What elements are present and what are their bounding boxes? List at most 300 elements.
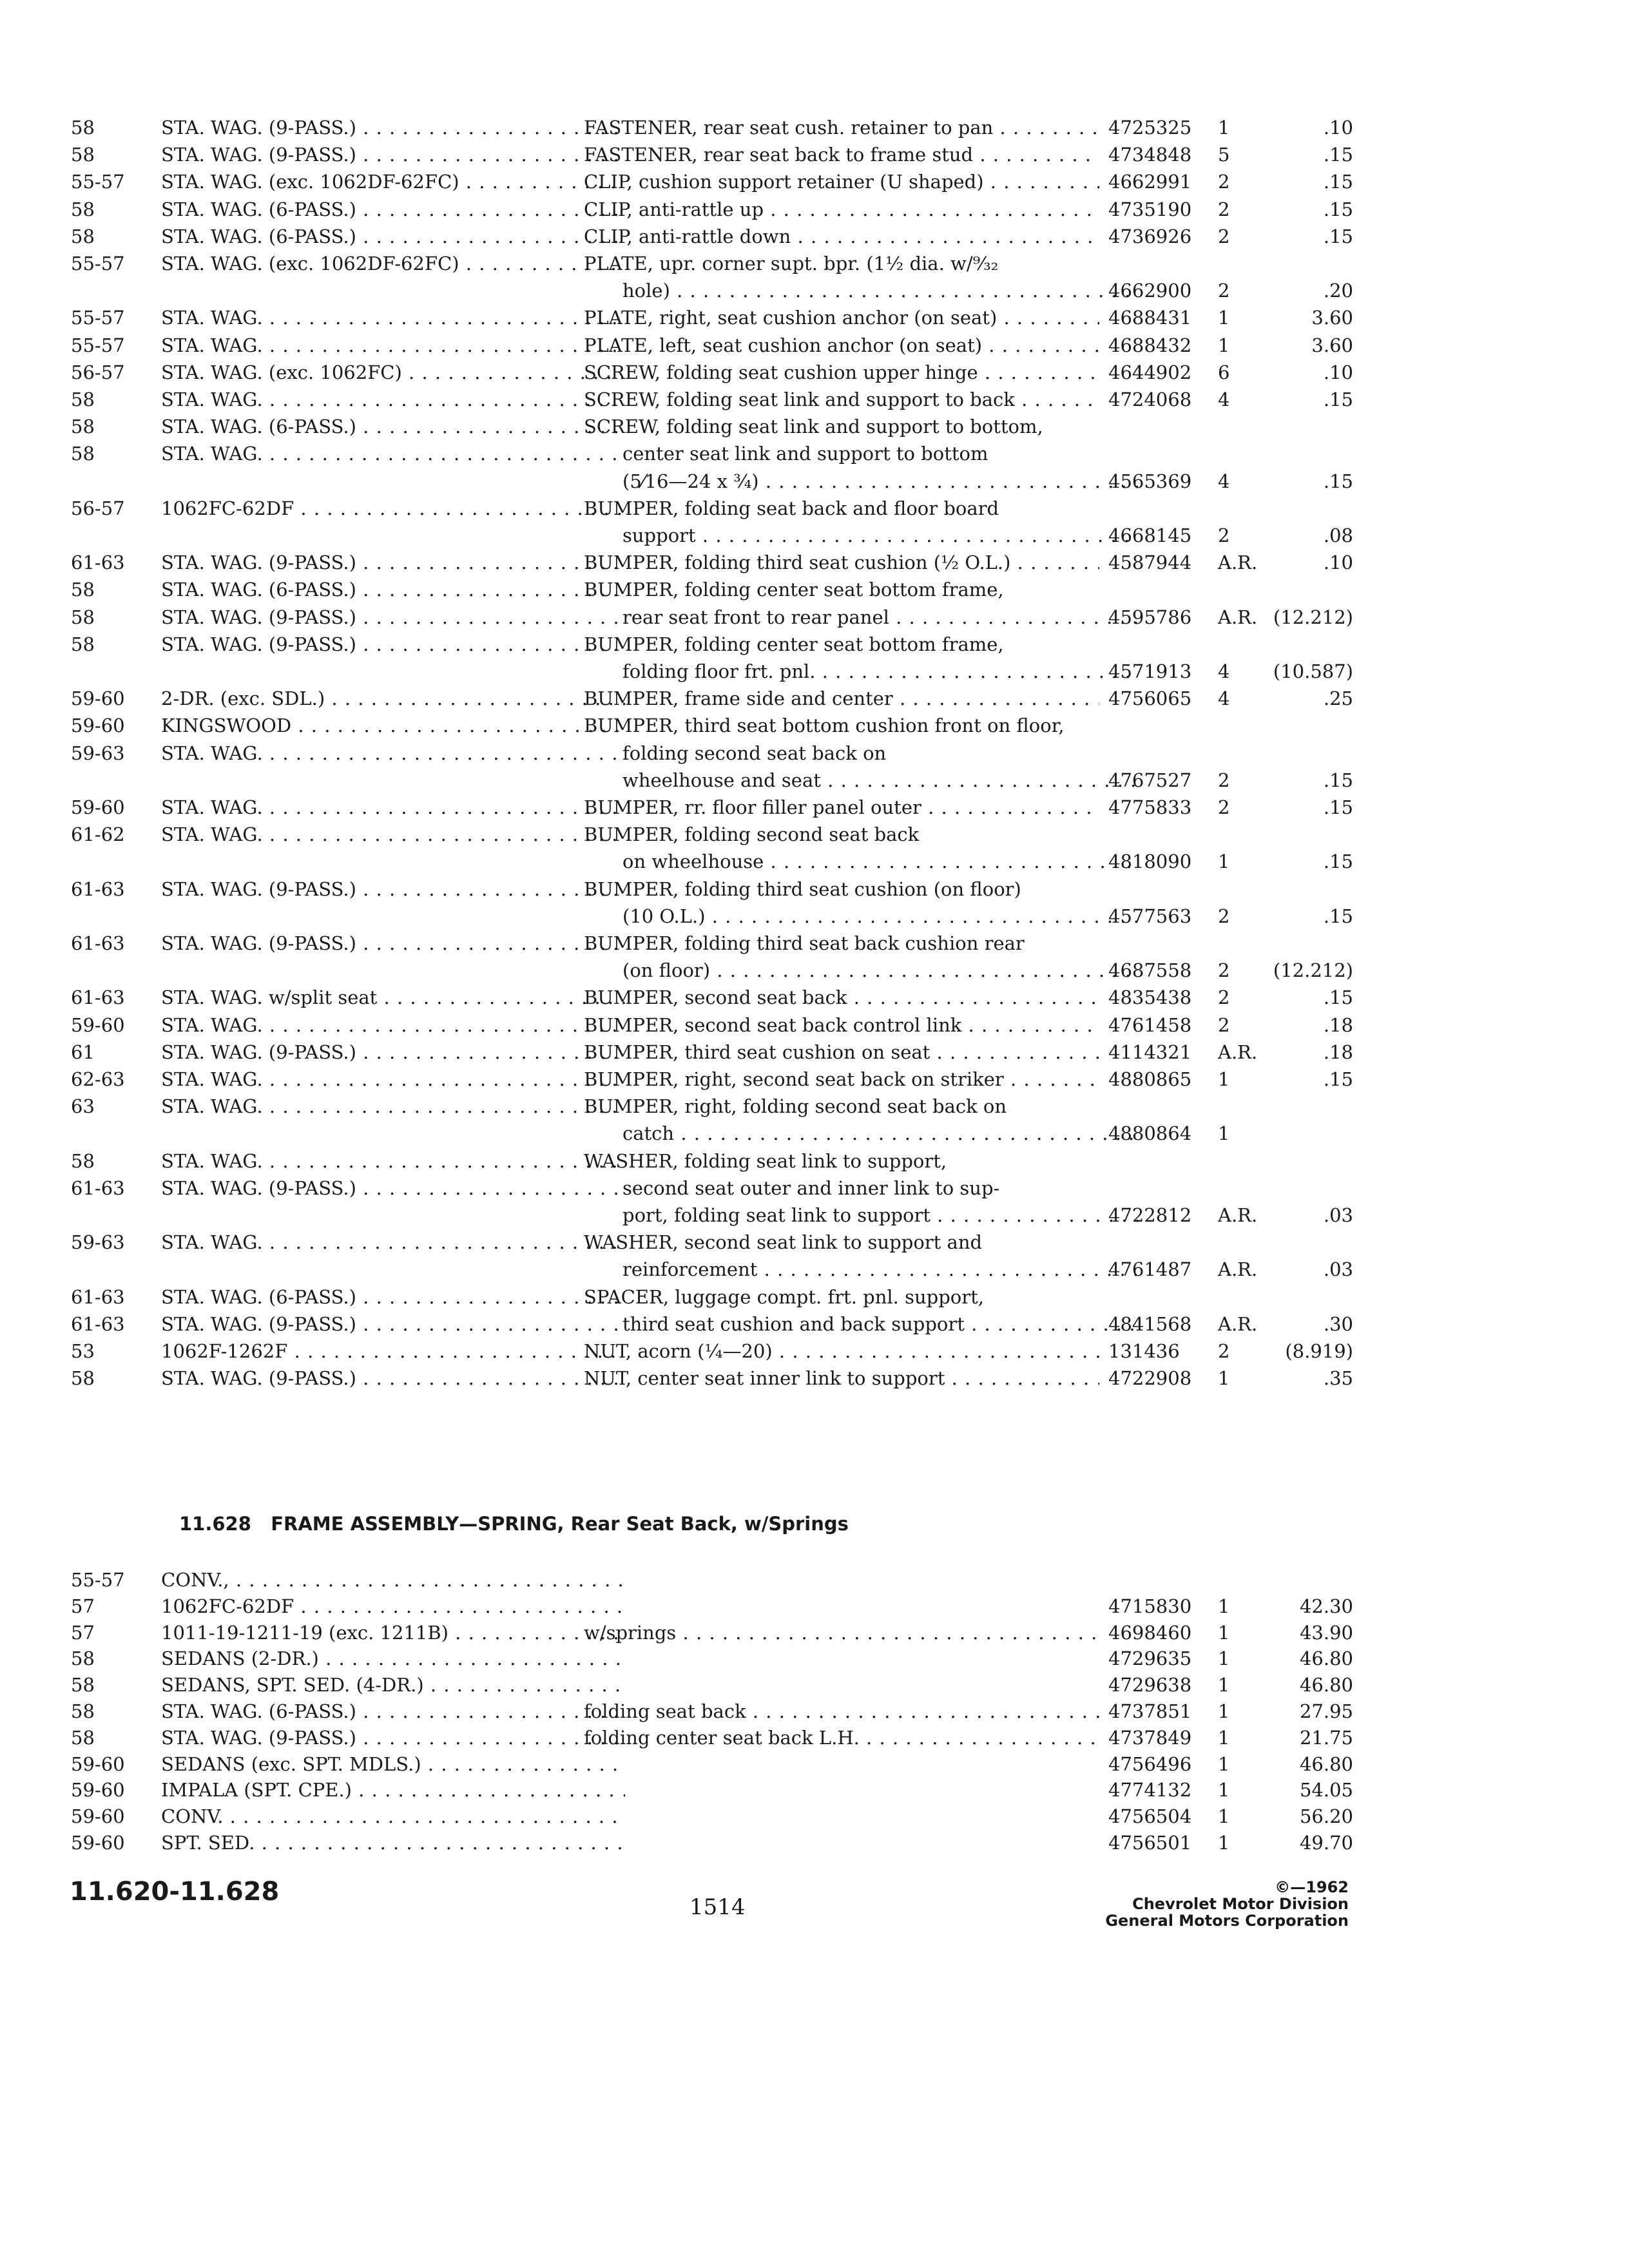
part-number-cell: 4662900	[1108, 280, 1192, 302]
year-cell: 59-60	[71, 1753, 125, 1775]
description-cell: BUMPER, third seat bottom cushion front on floor,	[584, 715, 1065, 737]
table-row	[71, 1830, 1353, 1856]
year-cell: 59-60	[71, 1832, 125, 1854]
table-row	[71, 1567, 1282, 1593]
quantity-cell: 4	[1218, 687, 1230, 710]
table-row	[71, 115, 1353, 140]
part-number-cell: 4662991	[1108, 171, 1192, 193]
table-row	[71, 224, 1353, 249]
price-cell: .30	[1323, 1312, 1353, 1335]
price-cell: 27.95	[1299, 1700, 1353, 1722]
model-cell: SEDANS (exc. SPT. MDLS.) . . .	[161, 1751, 625, 1777]
description-cell: PLATE, left, seat cushion anchor (on seat) . . .	[584, 332, 1099, 358]
quantity-cell: A.R.	[1218, 1258, 1258, 1281]
description-cell: BUMPER, folding third seat cushion (on floor)	[584, 878, 1021, 900]
model-cell: SEDANS, SPT. SED. (4-DR.) . . .	[161, 1672, 625, 1698]
part-number-cell: 4734848	[1108, 144, 1192, 166]
model-cell: STA. WAG. (9-PASS.) . . .	[161, 876, 625, 902]
price-cell: 3.60	[1311, 307, 1353, 329]
model-cell: 1062FC-62DF . . .	[161, 1593, 625, 1619]
table-row	[71, 1672, 1353, 1698]
description-cell: folding floor frt. pnl. . . .	[584, 658, 1138, 684]
model-cell: STA. WAG. (6-PASS.) . . .	[161, 414, 625, 439]
model-cell: STA. WAG. (exc. 1062FC) . . .	[161, 360, 625, 385]
quantity-cell: 5	[1218, 144, 1230, 166]
price-cell: .25	[1323, 687, 1353, 710]
year-cell: 58	[71, 1648, 95, 1670]
description-cell: wheelhouse and seat . . .	[584, 767, 1138, 793]
section-range: 11.620-11.628	[70, 1877, 280, 1907]
model-cell: IMPALA (SPT. CPE.) . . .	[161, 1777, 625, 1803]
description-cell: FASTENER, rear seat cush. retainer to pan . . .	[584, 115, 1099, 140]
table-row	[71, 1229, 1282, 1255]
part-number-cell: 131436	[1108, 1340, 1180, 1362]
part-number-cell: 4722908	[1108, 1367, 1192, 1390]
year-cell: 58	[71, 1700, 95, 1722]
table-row	[71, 1646, 1353, 1671]
part-number-cell: 4715830	[1108, 1595, 1192, 1617]
table-row	[71, 1620, 1353, 1646]
year-cell: 57	[71, 1621, 95, 1644]
year-cell: 58	[71, 117, 95, 139]
year-cell: 56-57	[71, 361, 125, 383]
price-cell: .20	[1323, 280, 1353, 302]
year-cell: 55-57	[71, 307, 125, 329]
model-cell: STA. WAG. . . .	[161, 740, 625, 766]
quantity-cell: A.R.	[1218, 1204, 1258, 1226]
description-cell: folding seat back . . .	[584, 1698, 1099, 1724]
quantity-cell: 1	[1218, 307, 1230, 329]
year-cell: 58	[71, 1367, 95, 1390]
description-cell: NUT, center seat inner link to support . . .	[584, 1365, 1099, 1391]
price-cell: .15	[1323, 225, 1353, 247]
table-row	[71, 1698, 1353, 1724]
model-cell: STA. WAG. (6-PASS.) . . .	[161, 577, 625, 602]
price-cell: 46.80	[1299, 1674, 1353, 1696]
part-number-cell: 4688431	[1108, 307, 1192, 329]
table-row	[71, 740, 1282, 766]
model-cell: STA. WAG. (exc. 1062DF-62FC) . . .	[161, 169, 625, 195]
quantity-cell: 1	[1218, 1726, 1230, 1749]
model-cell: STA. WAG. (6-PASS.) . . .	[161, 197, 625, 222]
table-row	[71, 142, 1353, 168]
quantity-cell: 1	[1218, 1367, 1230, 1390]
model-cell: STA. WAG. . . .	[161, 1066, 625, 1092]
part-number-cell: 4729635	[1108, 1648, 1192, 1670]
model-cell: STA. WAG. (9-PASS.) . . .	[161, 930, 625, 956]
price-cell: .10	[1323, 361, 1353, 383]
year-cell: 58	[71, 633, 95, 655]
copyright: ©—1962	[1275, 1878, 1349, 1896]
price-cell: .15	[1323, 850, 1353, 873]
year-cell: 61-63	[71, 552, 125, 574]
section-heading	[179, 1513, 849, 1535]
quantity-cell: 1	[1218, 1779, 1230, 1802]
model-cell: STA. WAG. . . .	[161, 1012, 625, 1038]
description-cell: SCREW, folding seat link and support to back . . .	[584, 387, 1099, 412]
table-row	[71, 1093, 1282, 1119]
quantity-cell: 2	[1218, 225, 1230, 247]
model-cell: SEDANS (2-DR.) . . .	[161, 1646, 625, 1671]
table-row	[71, 550, 1353, 575]
description-cell: hole) . . .	[584, 278, 1138, 303]
year-cell: 58	[71, 1726, 95, 1749]
table-row	[71, 822, 1282, 847]
part-number-cell: 4688432	[1108, 334, 1192, 356]
table-row	[71, 495, 1282, 521]
page-number: 1514	[689, 1894, 746, 1920]
price-cell: 46.80	[1299, 1753, 1353, 1775]
part-number-cell: 4565369	[1108, 470, 1192, 492]
model-cell: CONV., . . .	[161, 1567, 625, 1593]
description-cell: BUMPER, right, second seat back on striker . . .	[584, 1066, 1099, 1092]
year-cell: 55-57	[71, 1569, 125, 1591]
model-cell: 2-DR. (exc. SDL.) . . .	[161, 686, 625, 711]
table-row	[71, 387, 1353, 412]
table-row	[71, 713, 1282, 738]
model-cell: STA. WAG. (9-PASS.) . . .	[161, 1039, 625, 1065]
price-cell: 21.75	[1299, 1726, 1353, 1749]
quantity-cell: 2	[1218, 769, 1230, 791]
quantity-cell: 2	[1218, 171, 1230, 193]
description-cell: (on floor) . . .	[584, 957, 1138, 983]
quantity-cell: 4	[1218, 660, 1230, 682]
year-cell: 59-60	[71, 687, 125, 710]
price-cell: (12.212)	[1273, 959, 1353, 982]
price-cell: .03	[1323, 1258, 1353, 1281]
table-row	[71, 197, 1353, 222]
year-cell: 59-60	[71, 1779, 125, 1802]
year-cell: 59-60	[71, 1014, 125, 1036]
year-cell: 61-63	[71, 932, 125, 954]
part-number-cell: 4841568	[1108, 1312, 1192, 1335]
table-row	[71, 1593, 1353, 1619]
quantity-cell: 2	[1218, 524, 1230, 546]
description-cell: SPACER, luggage compt. frt. pnl. support,	[584, 1285, 984, 1308]
description-cell: BUMPER, folding second seat back	[584, 823, 920, 846]
table-row	[71, 1751, 1353, 1777]
table-row	[71, 1066, 1353, 1092]
price-cell: 56.20	[1299, 1805, 1353, 1828]
description-cell: BUMPER, folding seat back and floor board	[584, 497, 999, 519]
year-cell: 61-63	[71, 1312, 125, 1335]
quantity-cell: 1	[1218, 1621, 1230, 1644]
model-cell: STA. WAG. (9-PASS.) . . .	[161, 550, 625, 575]
part-number-cell: 4737849	[1108, 1726, 1192, 1749]
section-number: 11.628	[179, 1513, 251, 1535]
table-row	[71, 849, 1353, 874]
quantity-cell: 1	[1218, 1832, 1230, 1854]
table-row	[71, 957, 1353, 983]
table-row	[71, 441, 1282, 466]
quantity-cell: 4	[1218, 470, 1230, 492]
table-row	[71, 876, 1282, 902]
description-cell: BUMPER, folding center seat bottom frame,	[584, 633, 1004, 655]
table-row	[71, 1012, 1353, 1038]
description-cell: NUT, acorn (¼—20) . . .	[584, 1338, 1099, 1364]
table-row	[71, 1202, 1353, 1228]
price-cell: 54.05	[1299, 1779, 1353, 1802]
price-cell: .15	[1323, 769, 1353, 791]
description-cell: BUMPER, third seat cushion on seat . . .	[584, 1039, 1099, 1065]
table-row	[71, 985, 1353, 1010]
quantity-cell: 1	[1218, 334, 1230, 356]
description-cell: catch . . .	[584, 1120, 1138, 1146]
quantity-cell: 1	[1218, 117, 1230, 139]
model-cell: KINGSWOOD . . .	[161, 713, 625, 738]
model-cell: 1011-19-1211-19 (exc. 1211B) . . .	[161, 1620, 625, 1646]
year-cell: 63	[71, 1095, 95, 1118]
division-name: Chevrolet Motor Division	[1132, 1895, 1349, 1913]
model-cell: CONV. . . .	[161, 1803, 625, 1829]
price-cell: .18	[1323, 1041, 1353, 1063]
price-cell: .15	[1323, 470, 1353, 492]
price-cell: (10.587)	[1273, 660, 1353, 682]
description-cell: folding center seat back L.H. . . .	[584, 1725, 1099, 1751]
quantity-cell: A.R.	[1218, 1312, 1258, 1335]
model-cell: STA. WAG. . . .	[161, 441, 625, 466]
table-row	[71, 251, 1282, 276]
year-cell: 59-63	[71, 1231, 125, 1254]
description-cell: BUMPER, folding third seat back cushion rear	[584, 932, 1025, 954]
quantity-cell: 2	[1218, 1340, 1230, 1362]
quantity-cell: 1	[1218, 1068, 1230, 1090]
table-row	[71, 1256, 1353, 1282]
description-cell: BUMPER, second seat back . . .	[584, 985, 1099, 1010]
year-cell: 58	[71, 1149, 95, 1172]
table-row	[71, 767, 1353, 793]
quantity-cell: A.R.	[1218, 552, 1258, 574]
description-cell: WASHER, second seat link to support and	[584, 1231, 983, 1254]
quantity-cell: 1	[1218, 1805, 1230, 1828]
description-cell: SCREW, folding seat cushion upper hinge . . .	[584, 360, 1099, 385]
part-number-cell: 4818090	[1108, 850, 1192, 873]
table-row	[71, 278, 1353, 303]
part-number-cell: 4725325	[1108, 117, 1192, 139]
description-cell: BUMPER, second seat back control link . . .	[584, 1012, 1099, 1038]
year-cell: 58	[71, 225, 95, 247]
model-cell: STA. WAG. (9-PASS.) . . .	[161, 115, 625, 140]
description-cell: (5⁄16—24 x ¾) . . .	[584, 468, 1138, 494]
description-cell: BUMPER, rr. floor filler panel outer . . .	[584, 794, 1099, 820]
quantity-cell: 2	[1218, 986, 1230, 1009]
table-row	[71, 1365, 1353, 1391]
model-cell: STA. WAG. . . .	[161, 1093, 625, 1119]
quantity-cell: 1	[1218, 1753, 1230, 1775]
model-cell: STA. WAG. (9-PASS.) . . .	[161, 1311, 625, 1337]
part-number-cell: 4774132	[1108, 1779, 1192, 1802]
model-cell: STA. WAG. (9-PASS.) . . .	[161, 604, 625, 630]
price-cell: .10	[1323, 552, 1353, 574]
part-number-cell: 4577563	[1108, 905, 1192, 927]
part-number-cell: 4735190	[1108, 198, 1192, 220]
year-cell: 58	[71, 606, 95, 628]
model-cell: STA. WAG. (9-PASS.) . . .	[161, 631, 625, 657]
part-number-cell: 4756065	[1108, 687, 1192, 710]
part-number-cell: 4756504	[1108, 1805, 1192, 1828]
model-cell: STA. WAG. (9-PASS.) . . .	[161, 1365, 625, 1391]
model-cell: STA. WAG. . . .	[161, 822, 625, 847]
price-cell: .18	[1323, 1014, 1353, 1036]
year-cell: 57	[71, 1595, 95, 1617]
table-row	[71, 523, 1353, 548]
year-cell: 55-57	[71, 171, 125, 193]
quantity-cell: 1	[1218, 1648, 1230, 1670]
table-row	[71, 1311, 1353, 1337]
price-cell: .15	[1323, 905, 1353, 927]
description-cell: CLIP, cushion support retainer (U shaped) . . .	[584, 169, 1099, 195]
description-cell: BUMPER, folding center seat bottom frame,	[584, 579, 1004, 601]
description-cell: on wheelhouse . . .	[584, 849, 1138, 874]
year-cell: 62-63	[71, 1068, 125, 1090]
year-cell: 61-63	[71, 1177, 125, 1199]
description-cell: BUMPER, frame side and center . . .	[584, 686, 1099, 711]
year-cell: 58	[71, 198, 95, 220]
quantity-cell: 2	[1218, 280, 1230, 302]
corporation-name: General Motors Corporation	[1105, 1912, 1349, 1930]
price-cell: 46.80	[1299, 1648, 1353, 1670]
table-row	[71, 414, 1282, 439]
model-cell: 1062F-1262F . . .	[161, 1338, 625, 1364]
year-cell: 58	[71, 1674, 95, 1696]
year-cell: 61-62	[71, 823, 125, 846]
model-cell: SPT. SED. . . .	[161, 1830, 625, 1856]
description-cell: folding second seat back on	[622, 742, 887, 764]
part-number-cell: 4724068	[1108, 389, 1192, 410]
model-cell: 1062FC-62DF . . .	[161, 495, 625, 521]
description-cell: BUMPER, right, folding second seat back on	[584, 1095, 1007, 1118]
quantity-cell: 2	[1218, 198, 1230, 220]
quantity-cell: A.R.	[1218, 1041, 1258, 1063]
part-number-cell: 4767527	[1108, 769, 1192, 791]
model-cell: STA. WAG. (exc. 1062DF-62FC) . . .	[161, 251, 625, 276]
price-cell: 3.60	[1311, 334, 1353, 356]
year-cell: 61-63	[71, 878, 125, 900]
price-cell: .15	[1323, 198, 1353, 220]
price-cell: .35	[1323, 1367, 1353, 1390]
description-cell: center seat link and support to bottom	[622, 443, 988, 465]
model-cell: STA. WAG. w/split seat . . .	[161, 985, 625, 1010]
part-number-cell: 4756496	[1108, 1753, 1192, 1775]
part-number-cell: 4698460	[1108, 1621, 1192, 1644]
description-cell: PLATE, right, seat cushion anchor (on seat) . . .	[584, 305, 1099, 331]
quantity-cell: 4	[1218, 389, 1230, 410]
price-cell: .03	[1323, 1204, 1353, 1226]
price-cell: .10	[1323, 117, 1353, 139]
part-number-cell: 4880865	[1108, 1068, 1192, 1090]
table-row	[71, 930, 1282, 956]
price-cell: .15	[1323, 171, 1353, 193]
description-cell: rear seat front to rear panel . . .	[584, 604, 1138, 630]
model-cell: STA. WAG. (6-PASS.) . . .	[161, 224, 625, 249]
year-cell: 61-63	[71, 1285, 125, 1308]
table-row	[71, 631, 1282, 657]
table-row	[71, 604, 1353, 630]
part-number-cell: 4668145	[1108, 524, 1192, 546]
year-cell: 59-60	[71, 1805, 125, 1828]
part-number-cell: 4756501	[1108, 1832, 1192, 1854]
table-row	[71, 1039, 1353, 1065]
price-cell: .08	[1323, 524, 1353, 546]
year-cell: 53	[71, 1340, 95, 1362]
quantity-cell: 6	[1218, 361, 1230, 383]
price-cell: .15	[1323, 389, 1353, 410]
table-row	[71, 658, 1353, 684]
year-cell: 55-57	[71, 334, 125, 356]
price-cell: .15	[1323, 796, 1353, 818]
table-row	[71, 169, 1353, 195]
year-cell: 61	[71, 1041, 95, 1063]
price-cell: .15	[1323, 1068, 1353, 1090]
part-number-cell: 4880864	[1108, 1122, 1192, 1145]
year-cell: 58	[71, 416, 95, 438]
description-cell: third seat cushion and back support . . .	[584, 1311, 1138, 1337]
year-cell: 61-63	[71, 986, 125, 1009]
model-cell: STA. WAG. . . .	[161, 1229, 625, 1255]
part-number-cell: 4736926	[1108, 225, 1192, 247]
description-cell: WASHER, folding seat link to support,	[584, 1149, 947, 1172]
table-row	[71, 1338, 1353, 1364]
price-cell: 49.70	[1299, 1832, 1353, 1854]
price-cell: .15	[1323, 986, 1353, 1009]
quantity-cell: 1	[1218, 1122, 1230, 1145]
description-cell: SCREW, folding seat link and support to bottom,	[584, 416, 1043, 438]
year-cell: 59-60	[71, 796, 125, 818]
year-cell: 55-57	[71, 253, 125, 274]
description-cell: support . . .	[584, 523, 1138, 548]
part-number-cell: 4737851	[1108, 1700, 1192, 1722]
price-cell: 43.90	[1299, 1621, 1353, 1644]
model-cell: STA. WAG. (6-PASS.) . . .	[161, 1284, 625, 1310]
description-cell: CLIP, anti-rattle down . . .	[584, 224, 1099, 249]
quantity-cell: A.R.	[1218, 606, 1258, 628]
model-cell: STA. WAG. (6-PASS.) . . .	[161, 1698, 625, 1724]
year-cell: 58	[71, 579, 95, 601]
table-row	[71, 903, 1353, 929]
description-cell: port, folding seat link to support . . .	[584, 1202, 1138, 1228]
table-row	[71, 332, 1353, 358]
table-row	[71, 577, 1282, 602]
description-cell: second seat outer and inner link to sup-	[622, 1177, 1000, 1199]
table-row	[71, 1284, 1282, 1310]
year-cell: 56-57	[71, 497, 125, 519]
description-cell: FASTENER, rear seat back to frame stud . . .	[584, 142, 1099, 168]
quantity-cell: 2	[1218, 959, 1230, 982]
table-row	[71, 1803, 1353, 1829]
part-number-cell: 4587944	[1108, 552, 1192, 574]
year-cell: 58	[71, 443, 95, 465]
model-cell: STA. WAG. (9-PASS.) . . .	[161, 1725, 625, 1751]
part-number-cell: 4835438	[1108, 986, 1192, 1009]
table-row	[71, 686, 1353, 711]
part-number-cell: 4644902	[1108, 361, 1192, 383]
description-cell: w/springs . . .	[584, 1620, 1099, 1646]
quantity-cell: 1	[1218, 1674, 1230, 1696]
part-number-cell: 4722812	[1108, 1204, 1192, 1226]
description-cell: (10 O.L.) . . .	[584, 903, 1138, 929]
part-number-cell: 4761458	[1108, 1014, 1192, 1036]
year-cell: 58	[71, 389, 95, 410]
model-cell: STA. WAG. (9-PASS.) . . .	[161, 1175, 625, 1201]
quantity-cell: 1	[1218, 850, 1230, 873]
part-number-cell: 4761487	[1108, 1258, 1192, 1281]
section-title: FRAME ASSEMBLY—SPRING, Rear Seat Back, w/Springs	[271, 1513, 849, 1535]
quantity-cell: 2	[1218, 905, 1230, 927]
part-number-cell: 4687558	[1108, 959, 1192, 982]
year-cell: 59-63	[71, 742, 125, 764]
price-cell: 42.30	[1299, 1595, 1353, 1617]
quantity-cell: 2	[1218, 796, 1230, 818]
